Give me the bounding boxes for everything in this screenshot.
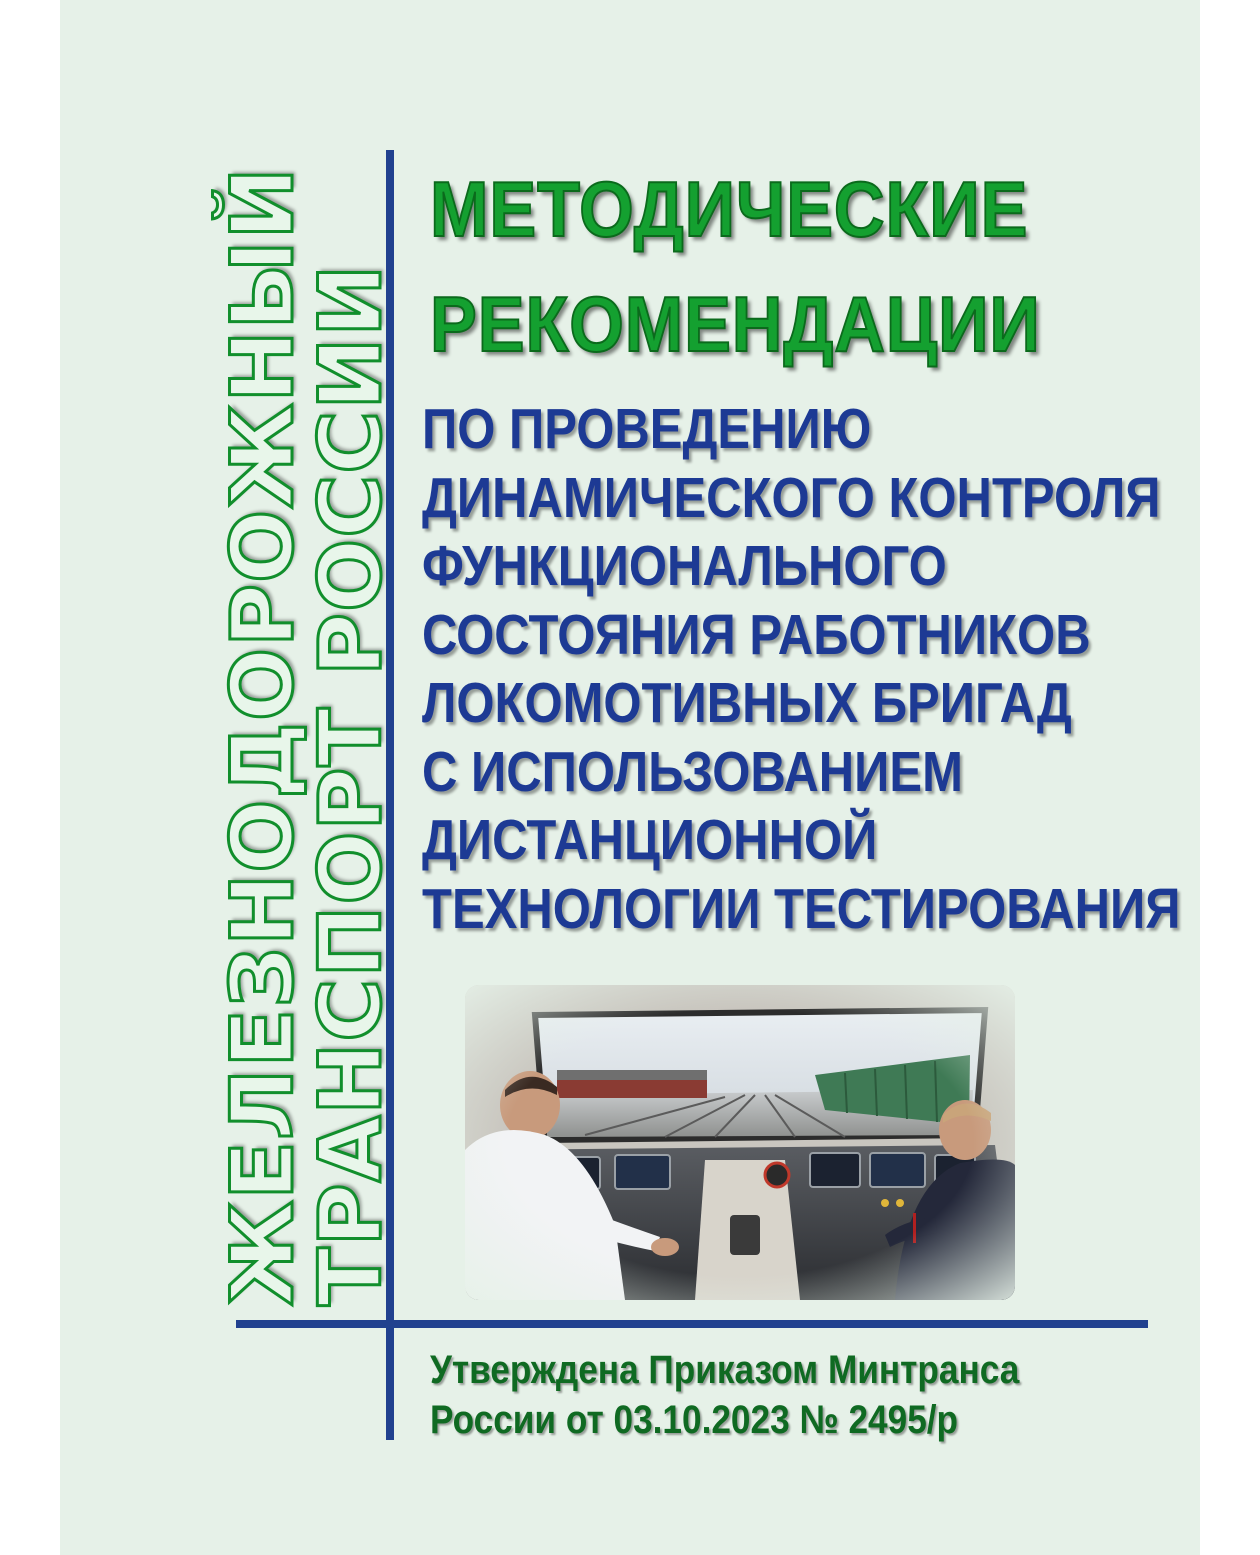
subtitle-line: ДИСТАНЦИОННОЙ <box>422 808 878 872</box>
subtitle-line: СОСТОЯНИЯ РАБОТНИКОВ <box>422 602 1091 667</box>
subtitle-line: ПО ПРОВЕДЕНИЮ <box>422 397 872 461</box>
subtitle <box>422 395 1260 943</box>
subtitle-line: С ИСПОЛЬЗОВАНИЕМ <box>422 739 963 804</box>
title-line-2: РЕКОМЕНДАЦИИ <box>430 280 1041 368</box>
horizontal-divider <box>236 1320 1148 1328</box>
series-title-line-2: ТРАНСПОРТ РОССИИ <box>301 263 401 1306</box>
subtitle-line: ТЕХНОЛОГИИ ТЕСТИРОВАНИЯ <box>422 876 1181 941</box>
subtitle-line: ЛОКОМОТИВНЫХ БРИГАД <box>422 671 1072 735</box>
approval-line-2: России от 03.10.2023 № 2495/р <box>430 1398 959 1442</box>
title-line-1: МЕТОДИЧЕСКИЕ <box>430 165 1029 253</box>
approval-line-1: Утверждена Приказом Минтранса <box>430 1348 1020 1392</box>
approval-note <box>430 1345 1100 1445</box>
book-cover <box>60 0 1200 1555</box>
series-title-line-1: ЖЕЛЕЗНОДОРОЖНЫЙ <box>213 166 313 1306</box>
locomotive-cab-photo <box>465 985 1015 1300</box>
subtitle-line: ДИНАМИЧЕСКОГО КОНТРОЛЯ <box>422 465 1161 530</box>
subtitle-line: ФУНКЦИОНАЛЬНОГО <box>422 534 947 598</box>
